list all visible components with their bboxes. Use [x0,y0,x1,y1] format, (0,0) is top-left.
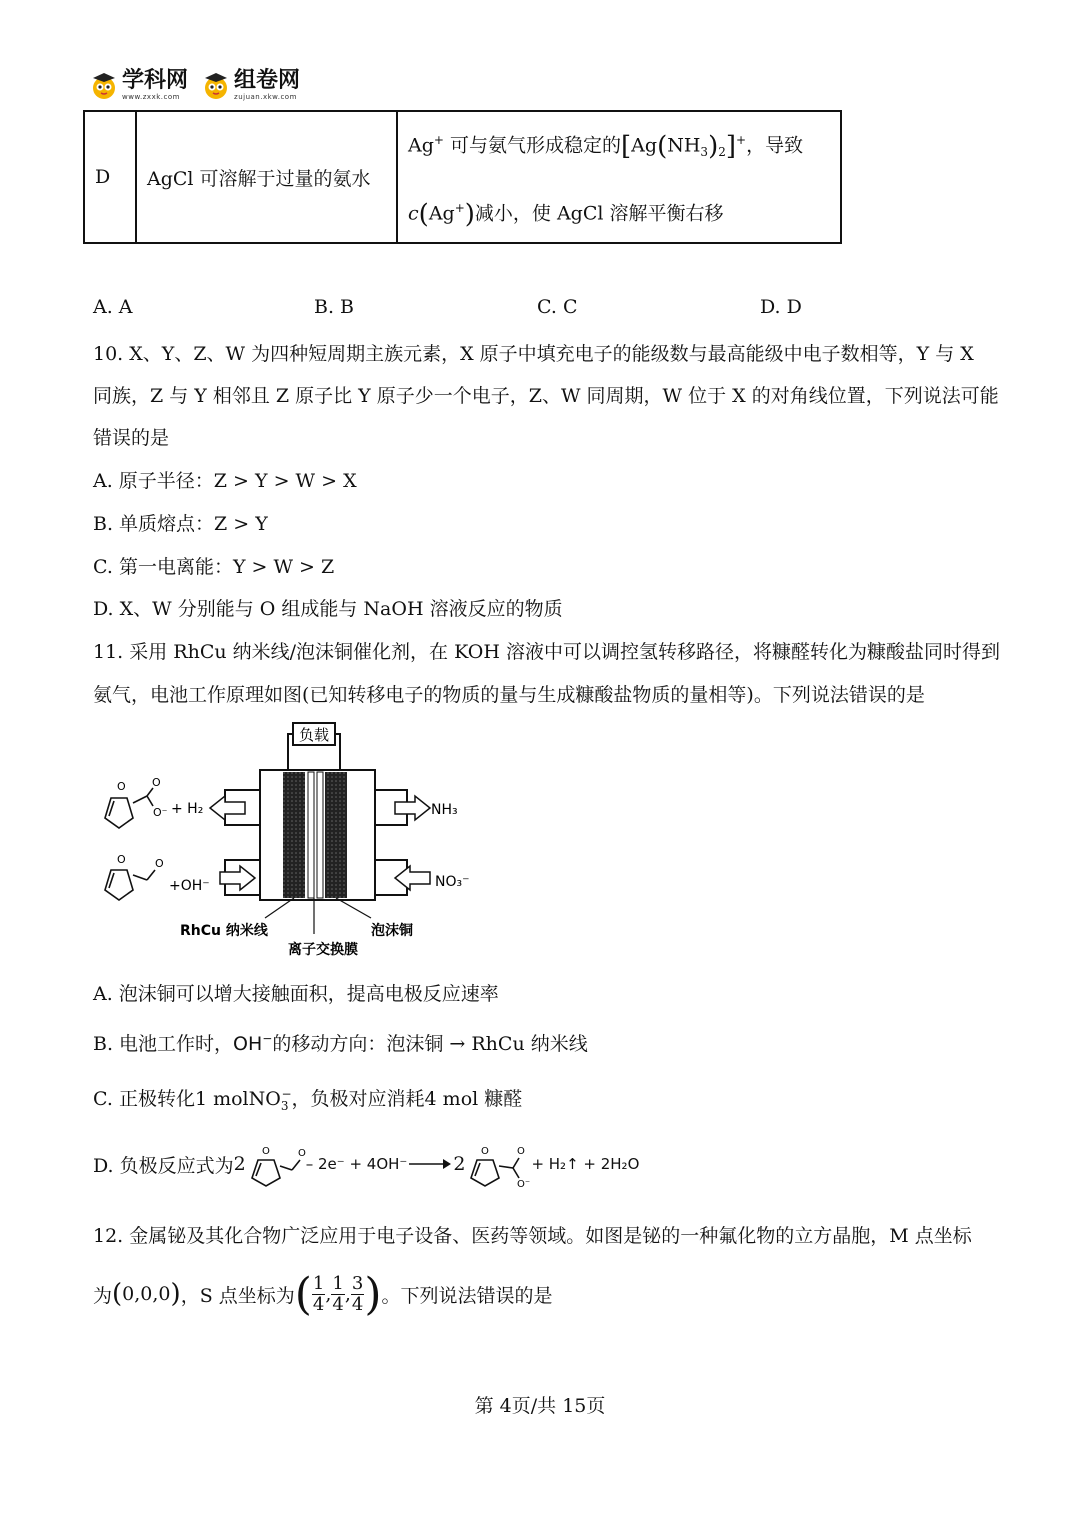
logo-url: www.zxxk.com [122,93,180,101]
q11-option-b[interactable]: B. 电池工作时，OH−的移动方向：泡沫铜 → RhCu 纳米线 [93,1031,588,1055]
row-statement: AgCl 可溶解于过量的氨水 [136,111,397,243]
svg-text:O: O [481,1146,490,1157]
q9-choice-c[interactable]: C. C [537,296,578,318]
explanation-part2: ，导致 [746,134,804,157]
furfural-structure [105,870,155,900]
battery-diagram [95,720,475,960]
logo-title: 学科网 [122,68,189,93]
header-logos [90,70,300,101]
option-c-middle: ，负极对应消耗 [291,1088,425,1110]
explanation-part1: 可与氨气形成稳定的 [450,134,622,157]
option-c-amount: 1 molNO [194,1088,281,1110]
arrow-left-out [210,796,245,820]
logo-zujuanwang [202,70,300,101]
page-footer: 第 4页/共 15页 [474,1395,606,1417]
svg-text:O: O [517,1146,526,1157]
q10-option-d[interactable]: D. X、W 分别能与 O 组成能与 NaOH 溶液反应的物质 [93,598,563,620]
rhcu-electrode [283,772,305,898]
owl-logo-icon [90,72,118,100]
q9-choice-d[interactable]: D. D [760,296,802,318]
q9-choice-a[interactable]: A. A [93,296,133,318]
foam-copper-label: 泡沫铜 [371,923,413,939]
option-b-suffix: RhCu 纳米线 [471,1033,588,1055]
q11-option-c[interactable]: C. 正极转化1 molNO$_3$−，负极对应消耗4 mol 糠醛 [93,1086,523,1113]
q11-option-d[interactable]: D. 负极反应式为 2 O O – 2e⁻ + 4OH⁻ 2 O O O⁻ + H₂↑ + 2H₂O [93,1140,639,1188]
q10-option-c[interactable]: C. 第一电离能：Y > W > Z [93,556,335,578]
option-d-prefix: D. 负极反应式为 [93,1154,234,1177]
row-letter: D [84,111,136,243]
option-b-middle: 的移动方向：泡沫铜 [272,1033,444,1055]
q11-stem-line1: 11. 采用 RhCu 纳米线/泡沫铜催化剂，在 KOH 溶液中可以调控氢转移路径，将糠醛转化为糠酸盐同时得到 [93,641,1000,663]
option-d-eq2: + H₂↑ + 2H₂O [531,1155,640,1173]
nh3-label: NH₃ [431,802,458,818]
owl-logo-icon [202,72,230,100]
q12-prefix: 为 [93,1284,113,1307]
q10-stem-line3: 错误的是 [93,427,170,449]
membrane-label: 离子交换膜 [288,942,358,958]
foam-copper-electrode [325,772,347,898]
option-c-tail: 4 mol 糠醛 [424,1088,523,1110]
rhcu-label: RhCu 纳米线 [180,923,268,939]
table-row [84,111,841,243]
arrow-right-icon: → [443,1033,472,1055]
svg-text:O⁻: O⁻ [153,806,168,819]
option-d-eq1: – 2e⁻ + 4OH⁻ [305,1155,408,1173]
option-b-prefix: B. 电池工作时， [93,1033,234,1055]
logo-url: zujuan.xkw.com [234,93,297,101]
m-coordinate: 0,0,0 [122,1283,171,1305]
arrow-right-in [395,866,430,890]
q11-option-a[interactable]: A. 泡沫铜可以增大接触面积，提高电极反应速率 [93,983,499,1005]
option-c-prefix: C. 正极转化 [93,1088,195,1110]
furoate-structure [105,788,153,828]
svg-text:O: O [261,1146,270,1157]
reaction-arrow-icon [407,1157,453,1171]
q12-suffix: 。下列说法错误的是 [381,1284,553,1307]
q10-option-a[interactable]: A. 原子半径：Z > Y > W > X [93,470,357,492]
oh-label: +OH⁻ [169,878,210,894]
svg-text:O: O [117,853,126,866]
arrow-right-out [395,796,430,820]
svg-text:O: O [152,776,161,789]
row-explanation: Ag+ 可与氨气形成稳定的$[Ag(NH_3)_2]^+$，导致 c(Ag+)减小，使 AgCl 溶解平衡右移 [397,111,841,243]
logo-title: 组卷网 [234,68,301,93]
svg-text:O: O [297,1148,306,1159]
svg-text:O: O [117,780,126,793]
q12-stem-line2: 为 ( 0,0,0 ) ，S 点坐标为 ( $\frac{1}{4}$ , $\frac{1}{4}$ , $\frac{3}{4}$ ) 。下列说法错误的是 [93,1268,553,1320]
furfural-structure [246,1140,306,1188]
q12-middle: ，S 点坐标为 [180,1284,295,1307]
q9-choice-b[interactable]: B. B [314,296,355,318]
q10-stem-line2: 同族，Z 与 Y 相邻且 Z 原子比 Y 原子少一个电子，Z、W 同周期，W 位于 X 的对角线位置，下列说法可能 [93,385,999,407]
logo-xuekewang [90,70,188,101]
svg-text:O: O [155,857,164,870]
h2-label: + H₂ [171,801,204,817]
furoate-structure [465,1140,531,1188]
q11-stem-line2: 氨气，电池工作原理如图(已知转移电子的物质的量与生成糠酸盐物质的量相等)。下列说法错误的是 [93,684,925,706]
options-table [83,110,842,244]
q10-option-b[interactable]: B. 单质熔点：Z > Y [93,513,268,535]
q12-stem-line1: 12. 金属铋及其化合物广泛应用于电子设备、医药等领域。如图是铋的一种氟化物的立方晶胞，M 点坐标 [93,1225,972,1247]
svg-text:O⁻: O⁻ [517,1179,531,1188]
q10-stem-line1: 10. X、Y、Z、W 为四种短周期主族元素，X 原子中填充电子的能级数与最高能级中电子数相等，Y 与 X [93,343,974,365]
explanation-part3: 减小，使 AgCl 溶解平衡右移 [474,202,724,225]
no3-label: NO₃⁻ [435,874,470,890]
load-label: 负载 [298,726,330,744]
